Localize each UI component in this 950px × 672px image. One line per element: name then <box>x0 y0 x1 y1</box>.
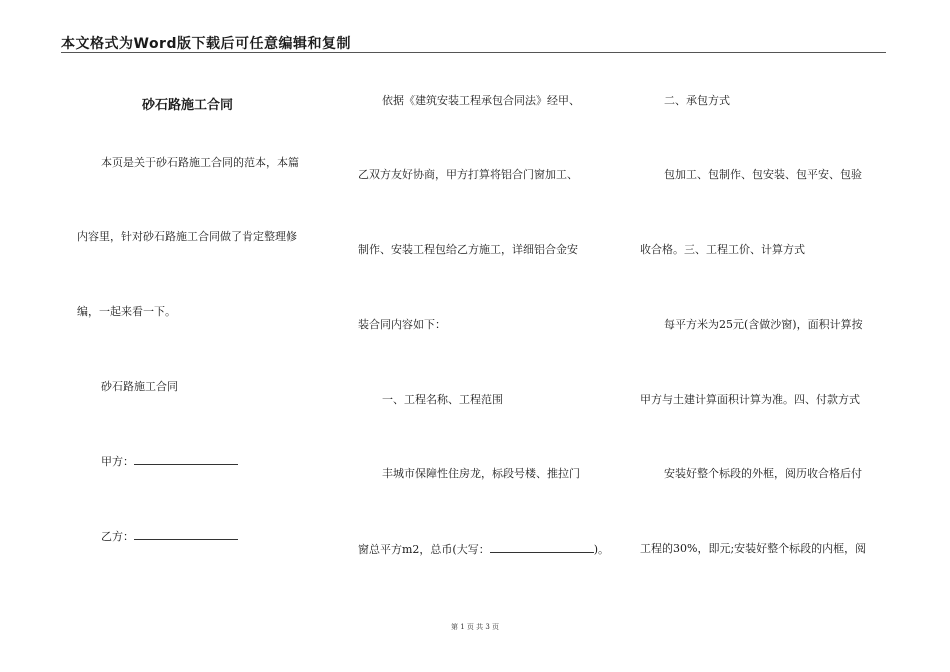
party-b-label: 乙方： <box>101 530 134 543</box>
header-divider <box>61 52 886 53</box>
col2-line-1: 依据《建筑安装工程承包合同法》经甲、 <box>382 94 580 107</box>
party-a-blank <box>134 454 238 465</box>
col3-line-6: 安装好整个标段的外框，阅历收合格后付 <box>664 467 862 480</box>
col2-line-5: 一、工程名称、工程范围 <box>382 393 503 406</box>
col3-line-1: 二、承包方式 <box>664 94 730 107</box>
total-amount-suffix: )。 <box>593 543 610 556</box>
col2-line-6: 丰城市保障性住房龙，标段号楼、推拉门 <box>382 467 580 480</box>
party-b-line <box>101 529 238 544</box>
page-footer: 第 1 页 共 3 页 <box>450 623 500 631</box>
col3-line-3: 收合格。三、工程工价、计算方式 <box>640 243 805 256</box>
intro-line-1: 本页是关于砂石路施工合同的范本，本篇 <box>101 156 299 169</box>
col2-line-2: 乙双方友好协商，甲方打算将铝合门窗加工、 <box>358 168 578 181</box>
party-a-label: 甲方： <box>101 455 134 468</box>
col2-line-7 <box>358 542 609 557</box>
total-amount-prefix: 窗总平方m2，总币(大写： <box>358 543 490 556</box>
col3-line-2: 包加工、包制作、包安装、包平安、包验 <box>664 168 862 181</box>
intro-line-2: 内容里，针对砂石路施工合同做了肯定整理修 <box>77 230 297 243</box>
party-a-line <box>101 454 238 469</box>
party-b-blank <box>134 529 238 540</box>
col3-line-4: 每平方米为25元(含做沙窗)，面积计算按 <box>664 318 863 331</box>
col2-line-3: 制作、安装工程包给乙方施工，详细铝合金安 <box>358 243 578 256</box>
intro-line-3: 编，一起来看一下。 <box>77 305 176 318</box>
document-title: 砂石路施工合同 <box>142 98 234 113</box>
header-title: 本文格式为Word版下载后可任意编辑和复制 <box>61 36 351 52</box>
col3-line-5: 甲方与土建计算面积计算为准。四、付款方式 <box>640 393 860 406</box>
col3-line-7: 工程的30%，即元;安装好整个标段的内框，阅 <box>640 542 867 555</box>
col2-line-4: 装合同内容如下： <box>358 318 446 331</box>
contract-subtitle: 砂石路施工合同 <box>101 380 178 393</box>
total-amount-blank <box>490 542 594 553</box>
